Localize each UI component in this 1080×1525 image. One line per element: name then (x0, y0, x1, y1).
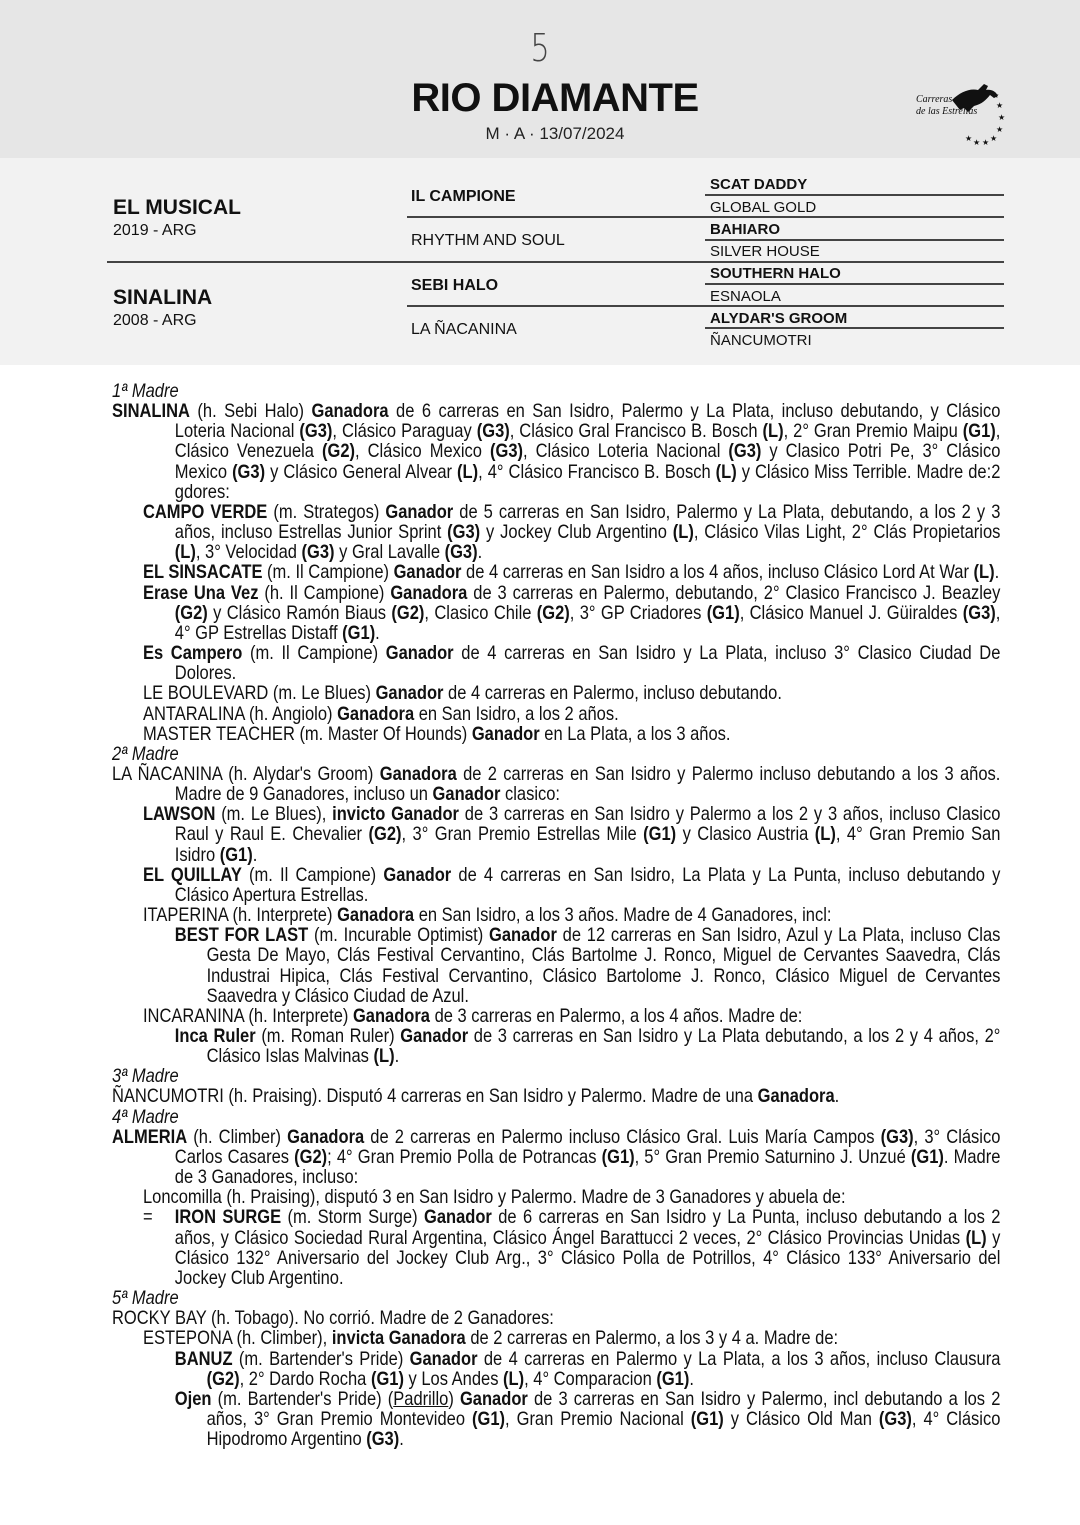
text-run: de 6 carreras en San Isidro y La Punta, incluso debutando a los 2 años, y Clásico Sociedad Rural Argentina, Clásico Ángel Barattucci 2 veces, 2° Clásico Provincias Unidas (174, 1207, 1001, 1249)
text-run: y Los Andes (403, 1368, 504, 1390)
bold-text: LAWSON (142, 804, 216, 826)
sire-info: 2019 - ARG (113, 222, 197, 239)
bold-text: (G3) (301, 542, 335, 564)
text-run: (m. Il Campione) (242, 643, 386, 665)
text-run: , Clásico Loteria Nacional (522, 441, 729, 463)
great-grandparent: ESNAOLA (710, 288, 781, 305)
text-run: de 3 carreras en Palermo, debutando, 2° Clasico Francisco J. Beazley (467, 582, 1001, 604)
text-run: (m. Bartender's Pride) ( (211, 1388, 394, 1410)
produce-entry (112, 1309, 1000, 1329)
bold-text: EL QUILLAY (142, 864, 242, 886)
text-run: ROCKY BAY (h. Tobago). No corrió. Madre de 2 Ganadores: (112, 1308, 554, 1330)
bold-text: invicto Ganador (332, 804, 459, 826)
great-grandparent: SCAT DADDY (710, 176, 808, 193)
bold-text: (L) (174, 542, 196, 564)
text-run: , 4° Clásico Francisco B. Bosch (478, 461, 716, 483)
bold-text: Ganador (393, 562, 462, 584)
bold-text: (G3) (878, 1408, 912, 1430)
dam-info: 2008 - ARG (113, 312, 197, 329)
text-run: en San Isidro, a los 3 años. Madre de 4 Ganadores, incl: (414, 905, 832, 927)
bold-text: (G2) (294, 1146, 328, 1168)
bold-text: Ganador (459, 1388, 528, 1410)
text-run: (m. Il Campione) (262, 562, 394, 584)
text-run: ITAPERINA (h. Interprete) (142, 905, 338, 927)
produce-entry (112, 805, 1000, 865)
text-run: y Clásico 132° Aniversario del Jockey Club Arg., 3° Clásico Polla de Potrillos, 4° Clásico 133° Aniversario del Jockey Club Argentino. (174, 1227, 1001, 1289)
text-run: (m. Storm Surge) (281, 1207, 424, 1229)
text-run: , 2° Dardo Rocha (239, 1368, 371, 1390)
bold-text: Ganador (409, 1348, 478, 1370)
produce-entry (112, 563, 1000, 583)
bold-text: (G2) (391, 602, 425, 624)
text-run: en La Plata, a los 3 años. (539, 723, 731, 745)
bold-text: (G1) (656, 1368, 690, 1390)
text-run: (m. Incurable Optimist) (308, 925, 490, 947)
text-run: de 3 carreras en Palermo, a los 4 años. Madre de: (429, 1005, 803, 1027)
text-run: de 5 carreras en San Isidro, Palermo y La Plata, debutando, a los 2 y 3 años, incluso Estrellas Junior Sprint (174, 501, 1001, 544)
bold-text: (G1) (910, 1146, 944, 1168)
text-run: = (142, 1207, 153, 1229)
text-run: de 2 carreras en Palermo incluso Clásico Gral. Luis María Campos (364, 1126, 881, 1148)
svg-text:★: ★ (996, 101, 1004, 110)
svg-text:★: ★ (982, 138, 990, 147)
bold-text: ALMERIA (112, 1126, 188, 1148)
text-run: de 12 carreras en San Isidro, Azul y La Plata, incluso Clas Gesta De Mayo, Clás Festival Cervantino, Clás Bartolme J. Ronco, Miguel de Cervantes Saavedra, Clás Industrai Hipica, Clás Festival Cervantino, Clásico Bartolome J. Ronco, Clásico Miguel de Cervantes Saavedra y Clásico Ciudad de Azul. (206, 925, 1001, 1007)
text-run: , 3° Gran Premio Estrellas Mile (401, 824, 644, 846)
svg-text:★: ★ (990, 134, 998, 143)
grandparent: RHYTHM AND SOUL (411, 232, 565, 249)
text-run: ; 4° Gran Premio Polla de Potrancas (327, 1146, 602, 1168)
bold-text: (G1) (601, 1146, 635, 1168)
bold-text: BEST FOR LAST (174, 925, 309, 947)
bold-text: CAMPO VERDE (142, 501, 268, 523)
great-grandparent: SOUTHERN HALO (710, 265, 841, 282)
bold-text: EL SINSACATE (142, 562, 263, 584)
produce-entry (112, 402, 1000, 503)
bold-text: (L) (814, 824, 836, 846)
bold-text: (G1) (643, 824, 677, 846)
text-run: . (477, 542, 483, 564)
text-run: , 4° Gran Premio San Isidro (174, 824, 1001, 866)
text-run: ) (448, 1388, 460, 1410)
bold-text: (G3) (476, 421, 510, 443)
text-run: (m. Il Campione) (241, 864, 384, 886)
text-run: , Clásico Paraguay (332, 421, 477, 443)
text-run: . (834, 1086, 840, 1108)
text-run: y Jockey Club Argentino (480, 522, 673, 544)
text-run: , Clásico Gral Francisco B. Bosch (509, 421, 763, 443)
bold-text: (G2) (174, 602, 208, 624)
text-run: en San Isidro, a los 2 años. (414, 703, 619, 725)
produce-entry (112, 503, 1000, 563)
bold-text: (G1) (370, 1368, 404, 1390)
svg-text:★: ★ (992, 91, 1000, 100)
divider (407, 305, 1004, 307)
bold-text: SINALINA (112, 401, 190, 423)
bold-text: Ganadora (311, 401, 389, 423)
bold-text: Es Campero (142, 643, 243, 665)
horse-details: M · A · 13/07/2024 (485, 124, 625, 143)
grandparent: IL CAMPIONE (411, 188, 516, 205)
bold-text: (G3) (232, 461, 266, 483)
text-run: de 3 carreras en San Isidro y Palermo, incl debutando a los 2 años, 3° Gran Premio Montevideo (206, 1388, 1001, 1430)
produce-entry (112, 584, 1000, 644)
text-run: , 2° Gran Premio Maipu (783, 421, 963, 443)
bold-text: (G3) (489, 441, 523, 463)
dam-name: SINALINA (113, 286, 213, 309)
text-run: de 4 carreras en San Isidro a los 4 años, incluso Clásico Lord At War (461, 562, 974, 584)
produce-entry (112, 765, 1000, 805)
text-run: , 5° Gran Premio Saturnino J. Unzué (634, 1146, 911, 1168)
text-run: y Clásico Ramón Biaus (207, 602, 392, 624)
great-grandparent: ALYDAR'S GROOM (710, 310, 848, 327)
text-run: , 3° GP Criadores (569, 602, 707, 624)
text-run: . (994, 562, 1000, 584)
text-run: ANTARALINA (h. Angiolo) (142, 703, 338, 725)
bold-text: (G2) (536, 602, 570, 624)
text-run: de 3 carreras en San Isidro y La Plata debutando, a los 2 y 4 años, 2° Clásico Islas Malvinas (206, 1026, 1001, 1068)
produce-entry (112, 1329, 1000, 1349)
produce-entry (112, 1390, 1000, 1450)
bold-text: (L) (373, 1046, 395, 1068)
bold-text: (G3) (299, 421, 333, 443)
produce-entry (112, 684, 1000, 704)
bold-text: (G3) (366, 1429, 400, 1451)
text-run: de 4 carreras en Palermo, incluso debutando. (443, 683, 782, 705)
divider (705, 283, 1004, 285)
text-run: . (399, 1429, 404, 1451)
produce-entry (112, 1350, 1000, 1390)
catalog-header (0, 0, 1080, 158)
text-run: , 3° Velocidad (195, 542, 302, 564)
bold-text: Ganador (385, 643, 454, 665)
bold-text: (G3) (444, 542, 478, 564)
text-run: . (689, 1368, 694, 1390)
text-run: clasico: (500, 784, 561, 806)
text-run: (m. Strategos) (267, 501, 386, 523)
text-run: , Clasico Chile (424, 602, 537, 624)
text-run: . (252, 844, 258, 866)
bold-text: Ganador (471, 723, 540, 745)
lot-number: 5 (530, 26, 550, 70)
text-run: (m. Le Blues), (215, 804, 333, 826)
text-run: y Clasico Austria (676, 824, 815, 846)
produce-record (112, 382, 1000, 1450)
produce-entry (112, 725, 1000, 745)
bold-text: (G3) (962, 602, 996, 624)
dam-generation-heading (112, 1108, 1000, 1128)
text-run: LE BOULEVARD (m. Le Blues) (142, 683, 376, 705)
produce-entry (112, 1188, 1000, 1208)
text-run: , 4° Clásico Hipodromo Argentino (206, 1408, 1001, 1451)
bold-text: (L) (457, 461, 479, 483)
text-run: (m. Bartender's Pride) (232, 1348, 410, 1370)
text-run: 2ª Madre (112, 743, 179, 765)
bold-text: (L) (503, 1368, 525, 1390)
bold-text: Ganador (385, 501, 454, 523)
bold-text: Ganadora (287, 1126, 365, 1148)
text-run: de 6 carreras en San Isidro, Palermo y La Plata, incluso debutando, y Clásico Loteria Nacional (174, 401, 1001, 443)
bold-text: (G3) (880, 1126, 914, 1148)
text-run: . Madre de 3 Ganadores, incluso: (174, 1146, 1001, 1189)
text-run: de 4 carreras en San Isidro y La Plata, incluso 3° Clasico Ciudad De Dolores. (174, 643, 1001, 685)
text-run: y Gral Lavalle (334, 542, 445, 564)
horse-name: RIO DIAMANTE (411, 76, 699, 120)
bold-text: (G1) (962, 421, 996, 443)
text-run: de 2 carreras en Palermo, a los 3 y 4 a. Madre de: (465, 1328, 839, 1350)
great-grandparent: ÑANCUMOTRI (710, 332, 812, 349)
bold-text: Ojen (174, 1388, 212, 1410)
great-grandparent: GLOBAL GOLD (710, 199, 817, 216)
svg-text:★: ★ (973, 138, 981, 147)
text-run: ESTEPONA (h. Climber), (142, 1328, 332, 1350)
text-run: , Clásico Manuel J. Güiraldes (739, 602, 963, 624)
bold-text: (G1) (690, 1408, 724, 1430)
grandparent: SEBI HALO (411, 277, 499, 294)
bold-text: Ganadora (337, 703, 415, 725)
text-run: , Clásico Vilas Light, 2° Clás Propietarios (693, 522, 1001, 544)
text-run: (h. Sebi Halo) (189, 401, 312, 423)
divider (705, 194, 1004, 196)
bold-text: (G2) (368, 824, 402, 846)
carreras-de-las-estrellas-logo (912, 78, 1008, 148)
svg-text:★: ★ (998, 113, 1006, 122)
produce-entry (112, 866, 1000, 906)
text-run: (h. Il Campione) (258, 582, 391, 604)
great-grandparent: SILVER HOUSE (710, 243, 820, 260)
bold-text: Ganador (432, 784, 501, 806)
produce-entry (112, 644, 1000, 684)
text-run: de 4 carreras en San Isidro, La Plata y La Punta, incluso debutando y Clásico Apertura Estrellas. (174, 864, 1001, 906)
text-run: . (375, 622, 380, 644)
bold-text: (G3) (728, 441, 762, 463)
bold-text: Ganador (383, 864, 452, 886)
text-run: y Clasico Potri Pe, 3° Clásico Mexico (174, 441, 1001, 483)
bold-text: (L) (715, 461, 737, 483)
text-run: , 4° GP Estrellas Distaff (174, 602, 1001, 644)
bold-text: (G1) (706, 602, 740, 624)
text-run: MASTER TEACHER (m. Master Of Hounds) (142, 723, 472, 745)
dam-generation-heading (112, 382, 1000, 402)
produce-entry (112, 1208, 1000, 1289)
text-run: de 3 carreras en San Isidro y Palermo a los 2 y 3 años, incluso Clasico Raul y Raul E. Chevalier (174, 804, 1001, 846)
text-run: 5ª Madre (112, 1288, 179, 1310)
pedigree-table (0, 158, 1080, 365)
text-run: INCARANINA (h. Interprete) (142, 1005, 353, 1027)
bold-text: (G2) (321, 441, 355, 463)
dam-generation-heading (112, 745, 1000, 765)
svg-text:★: ★ (996, 125, 1004, 134)
bold-text: Erase Una Vez (142, 582, 259, 604)
text-run: , 4° Comparacion (524, 1368, 657, 1390)
text-run: y Clásico Old Man (723, 1408, 879, 1430)
svg-text:★: ★ (965, 134, 973, 143)
bold-text: Ganadora (379, 763, 457, 785)
divider (407, 216, 1004, 218)
bold-text: Ganador (400, 1026, 469, 1047)
text-run: LA ÑACANINA (h. Alydar's Groom) (112, 763, 380, 785)
svg-text:Carreras: Carreras (916, 94, 953, 105)
bold-text: invicta Ganadora (331, 1328, 466, 1350)
produce-entry (112, 926, 1000, 1007)
text-run: , Clásico Mexico (354, 441, 490, 463)
produce-entry (112, 1027, 1000, 1067)
bold-text: Inca Ruler (174, 1026, 256, 1047)
bold-text: Ganador (375, 683, 444, 705)
bold-text: (L) (672, 522, 694, 544)
text-run: ÑANCUMOTRI (h. Praising). Disputó 4 carreras en San Isidro y Palermo. Madre de una (112, 1086, 758, 1108)
great-grandparent: BAHIARO (710, 221, 780, 238)
dam-generation-heading (112, 1289, 1000, 1309)
produce-entry (112, 1007, 1000, 1027)
text-run: 4ª Madre (112, 1106, 179, 1128)
text-run: , 3° Clásico Carlos Casares (174, 1126, 1001, 1168)
bold-text: Ganador (423, 1207, 492, 1229)
bold-text: (G1) (342, 622, 376, 644)
produce-entry (112, 1087, 1000, 1107)
text-run: , Gran Premio Nacional (505, 1408, 691, 1430)
bold-text: (G3) (447, 522, 481, 544)
dam-generation-heading (112, 1067, 1000, 1087)
bold-text: (L) (965, 1227, 987, 1249)
bold-text: Ganador (489, 925, 557, 947)
text-run: (m. Roman Ruler) (255, 1026, 401, 1047)
divider (705, 239, 1004, 241)
divider (107, 261, 1004, 263)
produce-entry (112, 1128, 1000, 1188)
bold-text: (G1) (472, 1408, 506, 1430)
text-run: de 2 carreras en San Isidro y Palermo incluso debutando a los 3 años. Madre de 9 Ganadores, incluso un (174, 763, 1001, 806)
text-run: y Clásico General Alvear (265, 461, 458, 483)
text-run: 1ª Madre (112, 381, 179, 402)
text-run: de 4 carreras en Palermo y La Plata, a los 3 años, incluso Clausura (477, 1348, 1001, 1370)
bold-text: Ganadora (390, 582, 468, 604)
text-run: (h. Climber) (187, 1126, 288, 1148)
divider (705, 327, 1004, 329)
bold-text: (L) (762, 421, 784, 443)
bold-text: Ganadora (352, 1005, 430, 1027)
bold-text: IRON SURGE (174, 1207, 282, 1229)
text-run: 3ª Madre (112, 1066, 179, 1088)
text-run: Loncomilla (h. Praising), disputó 3 en San Isidro y Palermo. Madre de 3 Ganadores y abuela de: (142, 1187, 846, 1209)
text-run: Padrillo (393, 1388, 449, 1410)
bold-text: Ganadora (757, 1086, 835, 1108)
produce-entry (112, 705, 1000, 725)
svg-text:de las Estrellas: de las Estrellas (916, 106, 978, 117)
text-run: . (394, 1046, 400, 1068)
bold-text: (G1) (219, 844, 253, 866)
bold-text: (L) (973, 562, 995, 584)
text-run: , Clásico Venezuela (174, 421, 1001, 463)
produce-entry (112, 906, 1000, 926)
bold-text: Ganadora (337, 905, 415, 927)
text-run: y Clásico Miss Terrible. Madre de:2 gdores: (174, 461, 1001, 503)
grandparent: LA ÑACANINA (411, 321, 517, 338)
sire-name: EL MUSICAL (113, 196, 241, 219)
bold-text: (G2) (206, 1368, 240, 1390)
bold-text: BANUZ (174, 1348, 233, 1370)
